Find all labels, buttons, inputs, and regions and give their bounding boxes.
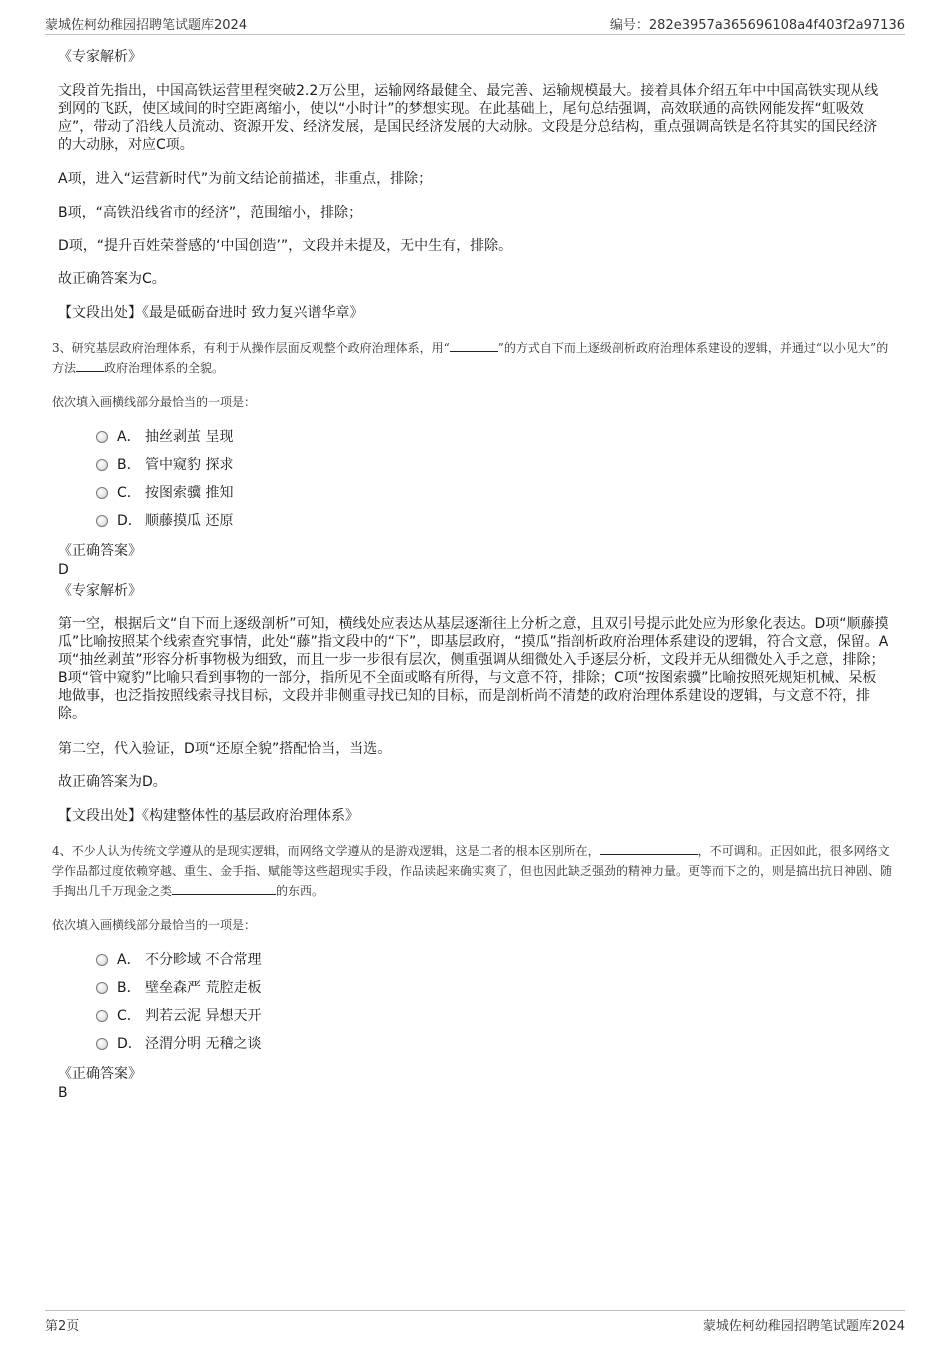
option-letter: D． bbox=[117, 1036, 142, 1052]
fill-blank bbox=[76, 358, 104, 372]
radio-icon[interactable] bbox=[96, 954, 108, 966]
option-text: 顺藤摸瓜 还原 bbox=[145, 513, 234, 529]
question-stem-part: 政府治理体系的全貌。 bbox=[104, 361, 225, 375]
question-prompt: 依次填入画横线部分最恰当的一项是： bbox=[52, 395, 257, 409]
option-c[interactable] bbox=[96, 484, 233, 502]
radio-icon[interactable] bbox=[96, 1038, 108, 1050]
expert-analysis-label: 《专家解析》 bbox=[58, 583, 142, 599]
radio-icon[interactable] bbox=[96, 515, 108, 527]
question-stem bbox=[52, 841, 892, 901]
option-text: 按图索骥 推知 bbox=[145, 485, 234, 501]
fill-blank bbox=[450, 338, 498, 352]
question-prompt: 依次填入画横线部分最恰当的一项是： bbox=[52, 918, 257, 932]
header-doc-id: 编号：282e3957a365696108a4f403f2a97136 bbox=[609, 18, 905, 33]
option-letter: B． bbox=[117, 980, 141, 996]
page-number: 第2页 bbox=[45, 1319, 80, 1334]
option-c[interactable] bbox=[96, 1007, 261, 1025]
page-header bbox=[45, 12, 905, 35]
option-text: 不分畛域 不合常理 bbox=[145, 952, 262, 968]
conclusion: 故正确答案为C。 bbox=[58, 271, 166, 287]
option-letter: A． bbox=[117, 952, 141, 968]
option-d[interactable] bbox=[96, 512, 233, 530]
option-a-note: A项，进入“运营新时代”为前文结论前描述，非重点，排除； bbox=[58, 171, 433, 187]
fill-blank bbox=[172, 881, 276, 895]
question-stem bbox=[52, 338, 892, 378]
conclusion: 故正确答案为D。 bbox=[58, 774, 167, 790]
expert-analysis-text-2: 第二空，代入验证，D项“还原全貌”搭配恰当，当选。 bbox=[58, 741, 392, 757]
option-d[interactable] bbox=[96, 1035, 261, 1053]
radio-icon[interactable] bbox=[96, 431, 108, 443]
question-stem-part: 4、不少人认为传统文学遵从的是现实逻辑，而网络文学遵从的是游戏逻辑，这是二者的根本区别所在， bbox=[52, 844, 600, 858]
expert-analysis-text: 第一空，根据后文“自下而上逐级剖析”可知，横线处应表达从基层逐渐往上分析之意，且双引号提示此处应为形象化表达。D项“顺藤摸瓜”比喻按照某个线索查究事情，此处“藤”指文段中的“下”，即基层政府，“摸瓜”指剖析政府治理体系建设的逻辑，符合文意，保留。A项“抽丝剥茧”形容分析事物极为细致，而且一步一步很有层次，侧重强调从细微处入手逐层分析，文段并无从细微处入手之意，排除；B项“管中窥豹”比喻只看到事物的一部分，指所见不全面或略有所得，与文意不符，排除；C项“按图索骥”比喻按照死规矩机械、呆板地做事，也泛指按照线索寻找目标，文段并非侧重寻找已知的目标，而是剖析尚不清楚的政府治理体系建设的逻辑，与文意不符，排除。 bbox=[58, 616, 889, 722]
expert-analysis-label: 《专家解析》 bbox=[58, 49, 142, 65]
radio-icon[interactable] bbox=[96, 487, 108, 499]
page-footer bbox=[45, 1310, 905, 1335]
option-b[interactable] bbox=[96, 979, 261, 997]
radio-icon[interactable] bbox=[96, 459, 108, 471]
fill-blank bbox=[600, 841, 698, 855]
question-stem-part: 的东西。 bbox=[276, 884, 325, 898]
option-letter: C． bbox=[117, 1008, 141, 1024]
option-letter: C． bbox=[117, 485, 141, 501]
correct-answer-label: 《正确答案》 bbox=[58, 1066, 142, 1082]
option-letter: B． bbox=[117, 457, 141, 473]
option-letter: A． bbox=[117, 429, 141, 445]
option-text: 判若云泥 异想天开 bbox=[145, 1008, 262, 1024]
option-text: 管中窥豹 探求 bbox=[145, 457, 234, 473]
option-b-note: B项，“高铁沿线省市的经济”，范围缩小，排除； bbox=[58, 205, 363, 221]
source-citation: 【文段出处】《最是砥砺奋进时 致力复兴谱华章》 bbox=[58, 305, 364, 321]
correct-answer: B bbox=[58, 1085, 68, 1101]
option-letter: D． bbox=[117, 513, 142, 529]
footer-title: 蒙城佐柯幼稚园招聘笔试题库2024 bbox=[702, 1319, 905, 1334]
source-citation: 【文段出处】《构建整体性的基层政府治理体系》 bbox=[58, 808, 359, 824]
correct-answer: D bbox=[58, 562, 69, 578]
radio-icon[interactable] bbox=[96, 1010, 108, 1022]
option-text: 抽丝剥茧 呈现 bbox=[145, 429, 234, 445]
expert-analysis-text: 文段首先指出，中国高铁运营里程突破2.2万公里，运输网络最健全、最完善、运输规模最大。接着具体介绍五年中中国高铁实现从线到网的飞跃，使区域间的时空距离缩小，使以“小时计”的梦想实现。在此基础上，尾句总结强调，高效联通的高铁网能发挥“虹吸效应”，带动了沿线人员流动、资源开发、经济发展，是国民经济发展的大动脉。文段是分总结构，重点强调高铁是名符其实的国民经济的大动脉，对应C项。 bbox=[58, 83, 879, 153]
option-a[interactable] bbox=[96, 951, 261, 969]
option-a[interactable] bbox=[96, 428, 233, 446]
option-text: 壁垒森严 荒腔走板 bbox=[145, 980, 262, 996]
option-b[interactable] bbox=[96, 456, 233, 474]
option-text: 泾渭分明 无稽之谈 bbox=[145, 1036, 262, 1052]
question-stem-part: ”的方式自下而上逐级剖析政府治理体系建设的逻辑，并通过“以小见大”的方法 bbox=[52, 341, 889, 375]
correct-answer-label: 《正确答案》 bbox=[58, 543, 142, 559]
radio-icon[interactable] bbox=[96, 982, 108, 994]
header-title: 蒙城佐柯幼稚园招聘笔试题库2024 bbox=[45, 18, 248, 33]
question-stem-part: ，不可调和。正因如此，很多网络文学作品都过度依赖穿越、重生、金手指、赋能等这些超现实手段，作品读起来确实爽了，但也因此缺乏强劲的精神力量。更等而下之的，则是搞出抗日神剧、随手掏出几千万现金之类 bbox=[52, 844, 893, 898]
option-d-note: D项，“提升百姓荣誉感的‘中国创造’”，文段并未提及，无中生有，排除。 bbox=[58, 238, 513, 254]
question-stem-part: 3、研究基层政府治理体系，有利于从操作层面反观整个政府治理体系，用“ bbox=[52, 341, 450, 355]
